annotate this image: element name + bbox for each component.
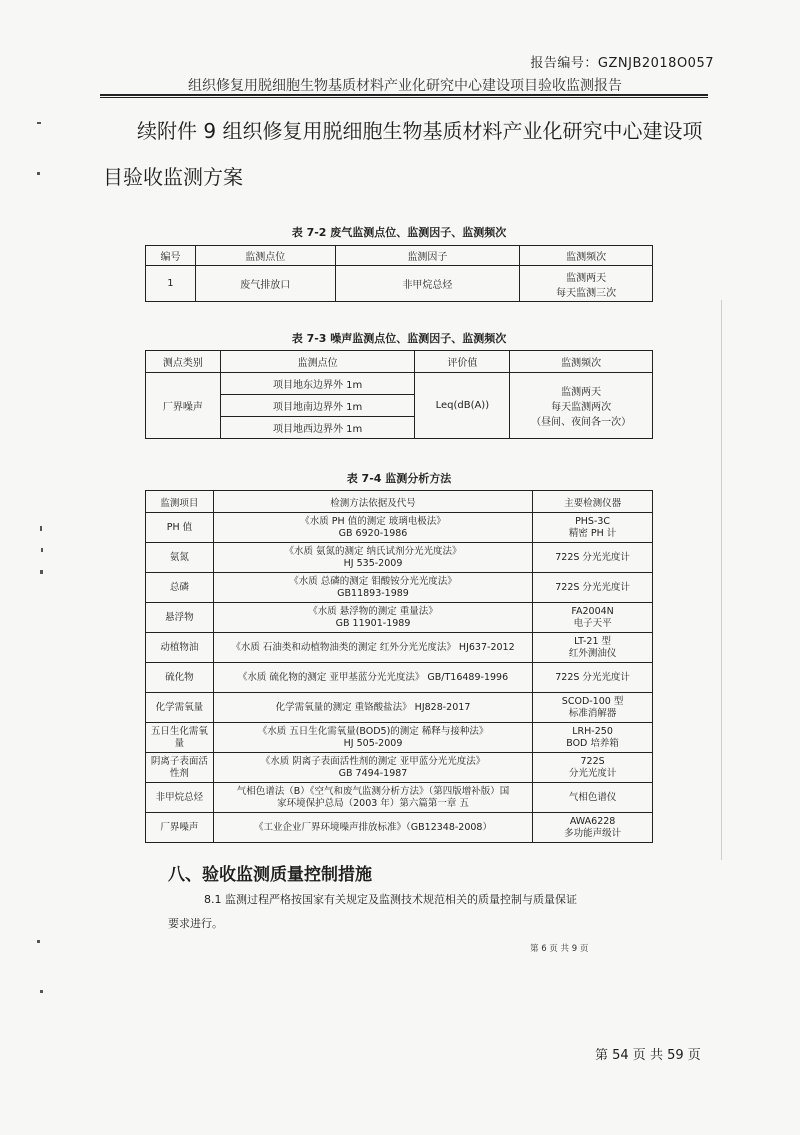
cell-method: 气相色谱法（B）《空气和废气监测分析方法》（第四版增补版）国 家环境保护总局（2003 年）第六篇第一章 五 (213, 783, 532, 813)
column-header: 监测点位 (195, 246, 335, 266)
report-number: 报告编号：GZNJB2018O057 (530, 56, 714, 71)
scan-mark (37, 940, 40, 943)
cell-method: 《水质 氨氮的测定 纳氏试剂分光光度法》 HJ 535-2009 (213, 543, 532, 573)
cell-method: 化学需氧量的测定 重铬酸盐法》 HJ828-2017 (213, 693, 532, 723)
cell-category: 厂界噪声 (146, 373, 221, 439)
cell-instrument: 气相色谱仪 (533, 783, 653, 813)
cell-item: 总磷 (146, 573, 214, 603)
cell-method: 《工业企业厂界环境噪声排放标准》（GB12348-2008） (213, 813, 532, 843)
table-row (146, 693, 653, 723)
cell-method: 《水质 硫化物的测定 亚甲基蓝分光光度法》 GB/T16489-1996 (213, 663, 532, 693)
cell-method: 《水质 PH 值的测定 玻璃电极法》 GB 6920-1986 (213, 513, 532, 543)
appendix-title (103, 108, 713, 200)
cell-item: 五日生化需氧量 (146, 723, 214, 753)
cell-frequency: 监测两天 每天监测三次 (520, 266, 653, 302)
table-7-2 (145, 245, 653, 302)
column-header: 监测点位 (220, 351, 415, 373)
column-header: 评价值 (415, 351, 510, 373)
cell-instrument: 722S 分光光度计 (533, 663, 653, 693)
cell-no: 1 (146, 266, 196, 302)
column-header: 测点类别 (146, 351, 221, 373)
cell-item: PH 值 (146, 513, 214, 543)
table-row (146, 813, 653, 843)
column-header: 监测因子 (335, 246, 520, 266)
section-8-heading: 八、验收监测质量控制措施 (168, 865, 372, 885)
column-header: 监测频次 (510, 351, 653, 373)
inner-page-number: 第 6 页 共 9 页 (530, 944, 589, 954)
column-header: 编号 (146, 246, 196, 266)
table-row (146, 633, 653, 663)
table-7-3-caption: 表 7-3 噪声监测点位、监测因子、监测频次 (291, 332, 507, 345)
cell-instrument: SCOD-100 型 标准消解器 (533, 693, 653, 723)
scan-mark (37, 172, 40, 175)
table-row (146, 513, 653, 543)
appendix-title-line2: 目验收监测方案 (103, 165, 243, 189)
cell-item: 动植物油 (146, 633, 214, 663)
running-header: 组织修复用脱细胞生物基质材料产业化研究中心建设项目验收监测报告 (188, 78, 622, 94)
scan-mark (40, 570, 43, 574)
table-row (146, 603, 653, 633)
cell-frequency: 监测两天 每天监测两次 （昼间、夜间各一次） (510, 373, 653, 439)
scan-shadow-line (721, 300, 722, 860)
table-row (146, 663, 653, 693)
table-row (146, 543, 653, 573)
cell-item: 化学需氧量 (146, 693, 214, 723)
column-header: 监测项目 (146, 491, 214, 513)
cell-item: 阴离子表面活性剂 (146, 753, 214, 783)
scan-mark (40, 526, 42, 531)
cell-instrument: 722S 分光光度计 (533, 573, 653, 603)
cell-item: 氨氮 (146, 543, 214, 573)
cell-item: 硫化物 (146, 663, 214, 693)
table-row (146, 753, 653, 783)
table-row (146, 573, 653, 603)
cell-point: 项目地南边界外 1m (220, 395, 415, 417)
cell-instrument: PHS-3C 精密 PH 计 (533, 513, 653, 543)
scan-mark (37, 122, 41, 124)
table-row (146, 373, 653, 395)
cell-item: 非甲烷总烃 (146, 783, 214, 813)
cell-point: 废气排放口 (195, 266, 335, 302)
scan-mark (40, 990, 43, 993)
cell-point: 项目地西边界外 1m (220, 417, 415, 439)
cell-method: 《水质 五日生化需氧量(BOD5)的测定 稀释与接种法》 HJ 505-2009 (213, 723, 532, 753)
column-header: 检测方法依据及代号 (213, 491, 532, 513)
table-7-3 (145, 350, 653, 439)
table-row (146, 266, 653, 302)
cell-factor: 非甲烷总烃 (335, 266, 520, 302)
table-7-2-caption: 表 7-2 废气监测点位、监测因子、监测频次 (291, 226, 507, 239)
cell-instrument: LRH-250 BOD 培养箱 (533, 723, 653, 753)
cell-point: 项目地东边界外 1m (220, 373, 415, 395)
cell-item: 厂界噪声 (146, 813, 214, 843)
cell-instrument: 722S 分光光度计 (533, 543, 653, 573)
cell-instrument: LT-21 型 红外测油仪 (533, 633, 653, 663)
table-7-4 (145, 490, 653, 843)
cell-method: 《水质 石油类和动植物油类的测定 红外分光光度法》 HJ637-2012 (213, 633, 532, 663)
page-footer: 第 54 页 共 59 页 (595, 1048, 701, 1063)
cell-instrument: 722S 分光光度计 (533, 753, 653, 783)
table-7-4-caption: 表 7-4 监测分析方法 (346, 472, 452, 485)
cell-instrument: FA2004N 电子天平 (533, 603, 653, 633)
section-8-body: 8.1 监测过程严格按国家有关规定及监测技术规范相关的质量控制与质量保证 要求进行。 (168, 893, 577, 930)
scan-mark (41, 548, 43, 552)
cell-eval-value: Leq(dB(A)) (415, 373, 510, 439)
header-rule (100, 94, 708, 96)
table-row (146, 783, 653, 813)
table-row (146, 723, 653, 753)
column-header: 监测频次 (520, 246, 653, 266)
column-header: 主要检测仪器 (533, 491, 653, 513)
cell-item: 悬浮物 (146, 603, 214, 633)
appendix-title-line1: 续附件 9 组织修复用脱细胞生物基质材料产业化研究中心建设项 (137, 119, 703, 143)
cell-method: 《水质 总磷的测定 钼酸铵分光光度法》 GB11893-1989 (213, 573, 532, 603)
cell-instrument: AWA6228 多功能声级计 (533, 813, 653, 843)
header-rule-thin (100, 97, 708, 98)
cell-method: 《水质 阴离子表面活性剂的测定 亚甲蓝分光光度法》 GB 7494-1987 (213, 753, 532, 783)
cell-method: 《水质 悬浮物的测定 重量法》 GB 11901-1989 (213, 603, 532, 633)
